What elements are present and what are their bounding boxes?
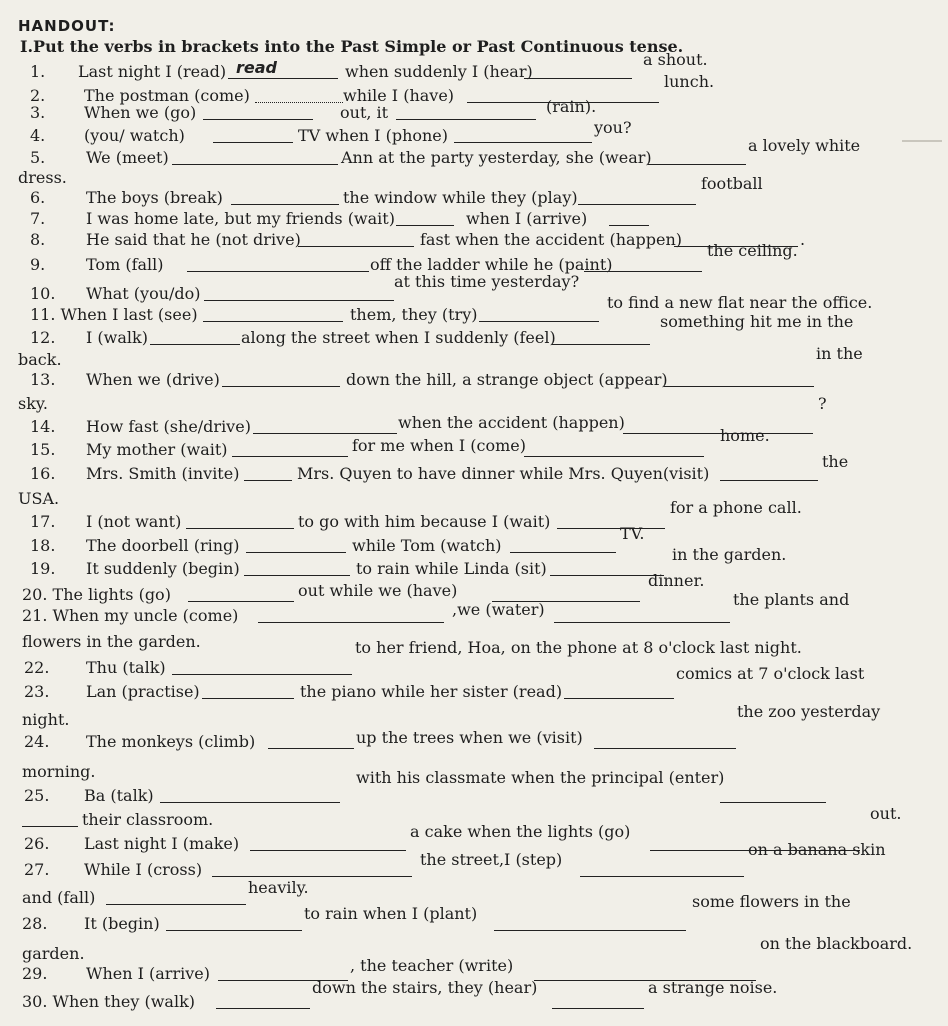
question-text: comics at 7 o'clock last — [676, 664, 865, 683]
question-line — [0, 228, 948, 252]
question-text: when suddenly I (hear) — [345, 62, 533, 81]
question-number: 9. — [30, 255, 46, 274]
question-text: to rain while Linda (sit) — [356, 559, 547, 578]
question-text: I (not want) — [86, 512, 182, 531]
answer-blank[interactable] — [172, 674, 352, 675]
question-text: home. — [720, 426, 770, 445]
question-line — [0, 452, 948, 486]
answer-blank[interactable] — [552, 344, 650, 345]
question-text: in the garden. — [672, 545, 787, 564]
question-number: 18. — [30, 536, 56, 555]
question-text: to rain when I (plant) — [304, 904, 478, 923]
question-text: you? — [594, 118, 632, 137]
answer-blank[interactable] — [244, 575, 350, 576]
question-number: 23. — [24, 682, 50, 701]
answer-blank[interactable] — [213, 142, 293, 143]
question-text: a shout. — [643, 50, 708, 69]
question-number: 22. — [24, 658, 50, 677]
answer-blank[interactable] — [494, 930, 686, 931]
question-text: along the street when I suddenly (feel) — [241, 328, 556, 347]
question-text: the window while they (play) — [343, 188, 578, 207]
answer-blank[interactable] — [258, 622, 444, 623]
answer-blank[interactable] — [203, 119, 313, 120]
question-text: down the stairs, they (hear) — [312, 978, 538, 997]
question-text: off the ladder while he (paint) — [370, 255, 613, 274]
answer-blank[interactable] — [552, 1008, 644, 1009]
question-number: 26. — [24, 834, 50, 853]
answer-blank[interactable] — [187, 271, 369, 272]
answer-blank[interactable] — [550, 575, 664, 576]
question-text: Ann at the party yesterday, she (wear) — [341, 148, 652, 167]
question-text: He said that he (not drive) — [86, 230, 301, 249]
question-text: in the — [816, 344, 863, 363]
question-text: 30. When they (walk) — [22, 992, 195, 1011]
question-text: out, it — [340, 103, 389, 122]
question-text: them, they (try) — [350, 305, 478, 324]
question-text: while Tom (watch) — [352, 536, 502, 555]
question-text: to find a new flat near the office. — [607, 293, 873, 312]
answer-blank[interactable] — [202, 698, 294, 699]
question-text: What (you/do) — [86, 284, 201, 303]
answer-blank[interactable] — [166, 930, 302, 931]
answer-blank[interactable] — [160, 802, 340, 803]
question-text: fast when the accident (happen) — [420, 230, 683, 249]
question-text: a cake when the lights (go) — [410, 822, 631, 841]
question-text: heavily. — [248, 878, 309, 897]
answer-blank[interactable] — [479, 321, 599, 322]
answer-blank[interactable] — [231, 204, 339, 205]
answer-blank[interactable] — [578, 204, 696, 205]
answer-blank[interactable] — [580, 876, 744, 877]
answer-blank[interactable] — [250, 850, 406, 851]
answer-blank[interactable] — [524, 78, 632, 79]
question-text: , the teacher (write) — [350, 956, 514, 975]
answer-blank[interactable] — [510, 552, 616, 553]
question-text: while I (have) — [343, 86, 455, 105]
answer-blank[interactable] — [720, 802, 826, 803]
answer-blank[interactable] — [298, 246, 414, 247]
question-number: 17. — [30, 512, 56, 531]
answer-blank[interactable] — [648, 164, 746, 165]
question-text: something hit me in the — [660, 312, 854, 331]
answer-blank[interactable] — [246, 552, 346, 553]
question-text: back. — [18, 350, 62, 369]
question-line — [0, 524, 948, 558]
question-text: up the trees when we (visit) — [356, 728, 583, 747]
question-text: the ceiling. — [707, 241, 798, 260]
question-text: 21. When my uncle (come) — [22, 606, 239, 625]
question-line — [0, 487, 948, 511]
question-text: when I (arrive) — [466, 209, 588, 228]
question-text: 20. The lights (go) — [22, 585, 171, 604]
question-text: to her friend, Hoa, on the phone at 8 o'clock last night. — [355, 638, 802, 657]
question-text: the piano while her sister (read) — [300, 682, 563, 701]
question-number: 16. — [30, 464, 56, 483]
question-text: TV. — [620, 524, 645, 543]
question-text: The doorbell (ring) — [86, 536, 240, 555]
answer-blank[interactable] — [150, 344, 240, 345]
question-text: While I (cross) — [84, 860, 203, 879]
question-text: How fast (she/drive) — [86, 417, 251, 436]
question-text: lunch. — [664, 72, 715, 91]
answer-blank[interactable] — [454, 142, 592, 143]
exercise-instruction — [0, 35, 948, 59]
question-line — [0, 50, 948, 84]
question-text: the — [822, 452, 849, 471]
answer-blank[interactable] — [244, 480, 292, 481]
question-text: a lovely white — [748, 136, 861, 155]
question-number: 8. — [30, 230, 46, 249]
question-text: Mrs. Quyen to have dinner while Mrs. Quyen(visit) — [297, 464, 710, 483]
question-text: ,we (water) — [452, 600, 545, 619]
question-text: TV when I (phone) — [298, 126, 449, 145]
question-text: My mother (wait) — [86, 440, 228, 459]
question-text: 11. When I last (see) — [30, 305, 198, 324]
question-text: Tom (fall) — [86, 255, 164, 274]
question-text: the plants and — [733, 590, 850, 609]
question-number: 28. — [22, 914, 48, 933]
question-line — [0, 730, 948, 754]
question-text: The monkeys (climb) — [86, 732, 256, 751]
question-line — [0, 97, 948, 125]
question-text: Last night I (read) — [78, 62, 227, 81]
answer-blank[interactable] — [524, 456, 704, 457]
question-number: 10. — [30, 284, 56, 303]
question-text: I was home late, but my friends (wait) — [86, 209, 395, 228]
answer-blank[interactable] — [564, 698, 674, 699]
answer-blank[interactable] — [594, 748, 736, 749]
question-number: 5. — [30, 148, 46, 167]
answer-blank[interactable] — [232, 456, 348, 457]
question-text: night. — [22, 710, 70, 729]
question-text: USA. — [18, 489, 60, 508]
question-number: 25. — [24, 786, 50, 805]
question-text: morning. — [22, 762, 96, 781]
question-text: out. — [870, 804, 902, 823]
answer-blank[interactable] — [396, 119, 536, 120]
answer-blank[interactable] — [720, 480, 818, 481]
question-text: When we (drive) — [86, 370, 220, 389]
question-number: 24. — [24, 732, 50, 751]
question-number: 1. — [30, 62, 46, 81]
question-text: for a phone call. — [670, 498, 802, 517]
answer-blank[interactable] — [204, 300, 394, 301]
question-text: flowers in the garden. — [22, 632, 201, 651]
question-text: a strange noise. — [648, 978, 778, 997]
answer-blank[interactable] — [172, 164, 338, 165]
handwritten-answer: read — [236, 58, 277, 77]
question-text: We (meet) — [86, 148, 169, 167]
question-number: 14. — [30, 417, 56, 436]
question-text: When we (go) — [84, 103, 197, 122]
question-number: 27. — [24, 860, 50, 879]
question-text: out while we (have) — [298, 581, 458, 600]
question-text: It (begin) — [84, 914, 160, 933]
answer-blank[interactable] — [396, 225, 454, 226]
answer-blank[interactable] — [557, 528, 665, 529]
question-text: dress. — [18, 168, 67, 187]
answer-blank[interactable] — [584, 271, 702, 272]
question-text: at this time yesterday? — [394, 272, 580, 291]
answer-blank[interactable] — [664, 386, 814, 387]
question-text: their classroom. — [82, 810, 214, 829]
question-text: ? — [818, 394, 827, 413]
question-number: 15. — [30, 440, 56, 459]
answer-blank[interactable] — [188, 601, 294, 602]
question-text: dinner. — [648, 571, 705, 590]
answer-blank[interactable] — [609, 225, 649, 226]
question-text: When I (arrive) — [86, 964, 210, 983]
instruction-text: I.Put the verbs in brackets into the Past Simple or Past Continuous tense. — [20, 37, 684, 56]
answer-blank[interactable] — [22, 826, 78, 827]
answer-blank[interactable] — [554, 622, 730, 623]
question-number: 29. — [22, 964, 48, 983]
answer-blank[interactable] — [216, 1008, 310, 1009]
question-text: the zoo yesterday — [737, 702, 881, 721]
question-text: Ba (talk) — [84, 786, 154, 805]
question-line — [0, 368, 948, 392]
question-text: on the blackboard. — [760, 934, 913, 953]
question-text: It suddenly (begin) — [86, 559, 240, 578]
question-text: when the accident (happen) — [398, 413, 625, 432]
question-text: football — [701, 174, 763, 193]
question-text: to go with him because I (wait) — [298, 512, 551, 531]
question-text: with his classmate when the principal (enter) — [356, 768, 725, 787]
question-number: 19. — [30, 559, 56, 578]
question-text: Last night I (make) — [84, 834, 240, 853]
question-number: 2. — [30, 86, 46, 105]
answer-blank[interactable] — [222, 386, 340, 387]
answer-blank[interactable] — [212, 876, 412, 877]
question-text: for me when I (come) — [352, 436, 526, 455]
question-text: garden. — [22, 944, 85, 963]
question-text: (rain). — [546, 97, 597, 116]
question-text: The boys (break) — [86, 188, 223, 207]
question-text: . — [800, 230, 806, 249]
question-number: 4. — [30, 126, 46, 145]
question-text: (you/ watch) — [84, 126, 185, 145]
answer-blank[interactable] — [203, 321, 343, 322]
question-text: on a banana skin — [748, 840, 886, 859]
answer-blank[interactable] — [106, 904, 246, 905]
question-line — [0, 978, 948, 1014]
question-number: 6. — [30, 188, 46, 207]
question-text: some flowers in the — [692, 892, 851, 911]
answer-blank[interactable] — [623, 433, 813, 434]
question-text: I (walk) — [86, 328, 148, 347]
question-text: Thu (talk) — [86, 658, 166, 677]
question-text: the street,I (step) — [420, 850, 563, 869]
question-text: and (fall) — [22, 888, 96, 907]
question-number: 7. — [30, 209, 46, 228]
question-number: 3. — [30, 103, 46, 122]
question-text: Mrs. Smith (invite) — [86, 464, 240, 483]
question-text: The postman (come) — [84, 86, 250, 105]
question-text: Lan (practise) — [86, 682, 200, 701]
handout-title-text: HANDOUT: — [18, 17, 116, 35]
question-number: 12. — [30, 328, 56, 347]
question-text: sky. — [18, 394, 48, 413]
question-text: down the hill, a strange object (appear) — [346, 370, 668, 389]
answer-blank[interactable] — [268, 748, 354, 749]
answer-blank[interactable] — [186, 528, 294, 529]
question-number: 13. — [30, 370, 56, 389]
